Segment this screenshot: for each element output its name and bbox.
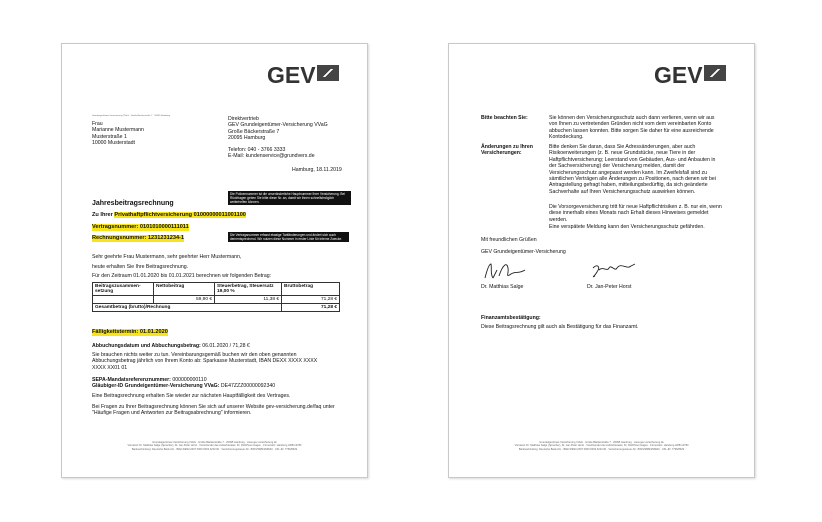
debit-section: Abbuchungsdatum und Abbuchungsbetrag: 06.01.2020 / 71,28 € xyxy=(92,343,250,349)
gev-logo: GEV xyxy=(654,62,726,89)
sepa-line: SEPA-Mandatsreferenznummer: 000000000110 xyxy=(92,377,207,383)
table-header-row: Beitragszusammen-setzung Nettobeitrag Steuerbetrag, Steuersatz 19,00 % Bruttobetrag xyxy=(93,283,340,296)
signature-salge xyxy=(481,260,529,282)
closing: Mit freundlichen Grüßen xyxy=(481,237,537,243)
recipient-address: Frau Marianne Mustermann Musterstraße 1 10000 Musterstadt xyxy=(92,121,144,147)
signer-2: Dr. Jan-Peter Horst xyxy=(587,284,632,290)
questions-text: Bei Fragen zu Ihrer Beitragsrechnung können Sie sich auf unserer Website gev-versicherung.de/faq unter "Häufige Fragen und Antworten zur Beitragsabrechnung" informieren. xyxy=(92,404,335,417)
signature-stroke xyxy=(485,264,525,278)
tax-text: Diese Beitragsrechnung gilt auch als Bestätigung für das Finanzamt. xyxy=(481,324,639,330)
period-text: Für den Zeitraum 01.01.2020 bis 01.01.2021 berechnen wir folgenden Betrag: xyxy=(92,273,272,279)
policy-line: Zu Ihrer Privathaftpflichtversicherung 01000000011001100 xyxy=(92,212,246,218)
due-date: Fälligkeitstermin: 01.01.2020 xyxy=(92,329,168,335)
changes-label: Änderungen zu Ihren Versicherungen: xyxy=(481,144,533,157)
table-total-row: Gesamtbetrag (brutto)/Rechnung 71,28 € xyxy=(93,304,340,312)
signer-1: Dr. Matthias Salge xyxy=(481,284,524,290)
footer: Grundeigentümer-Versicherung VVaG · Große Bäckerstraße 7 · 20095 Hamburg · www.gev-versicherung.de Vorstand: Dr. Matthias Salge (Sprecher), Dr. Jan-Peter Horst · Vorsitzender des Aufsichtsrates: Dr. Rolf-Peter Hagen · Firmensitz: Hamburg HRB 12783 Bankverbindung: Deutsche Bank AG · IBAN DE93 2007 0000 0033 4233 00 · Versicherungssteuer-Nr.: 806/V90804/99943 · USt.-ID: 7766/8329 xyxy=(514,441,689,451)
sender-line: Grundeigentümer-Versicherung VVaG · Große Bäckerstraße 7 · 20095 Hamburg xyxy=(92,115,171,117)
notice-label: Bitte beachten Sie: xyxy=(481,115,528,121)
next-invoice-text: Eine Beitragsrechnung erhalten Sie wieder zur nächsten Hauptfälligkeit des Vertrages. xyxy=(92,393,291,399)
letter-date: Hamburg, 18.11.2019 xyxy=(292,167,342,173)
footer: Grundeigentümer-Versicherung VVaG · Große Bäckerstraße 7 · 20095 Hamburg · www.gev-versicherung.de Vorstand: Dr. Matthias Salge (Sprecher), Dr. Jan-Peter Horst · Vorsitzender des Aufsichtsrates: Dr. Rolf-Peter Hagen · Firmensitz: Hamburg HRB 12783 Bankverbindung: Deutsche Bank AG · IBAN DE93 2007 0000 0033 4233 00 · Versicherungssteuer-Nr.: 806/V90804/99943 · USt.-ID: 7766/8329 xyxy=(127,441,302,451)
late-notice-text: Eine verspätete Meldung kann den Versicherungsschutz gefährden. xyxy=(549,224,705,230)
amount-table xyxy=(92,282,340,312)
page-title: Jahresbeitragsrechnung xyxy=(92,200,174,207)
closing-company: GEV Grundeigentümer-Versicherung xyxy=(481,249,566,255)
contract-number: Vertragsnummer: 0101010000111011 xyxy=(92,224,189,230)
signature-horst xyxy=(587,260,639,282)
changes-text: Bitte denken Sie daran, dass Sie Adressänderungen, aber auch Risikoerweiterungen (z. B. neue Grundstücke, neue Tiere in der Haftpflichtversicherung; Leerstand von Gebäuden, Aus- und Anbauten in der Sachversicherung) der Versicherung melden, damit der Versicherungsschutz angepasst werden kann. Im Zweifelsfall sind zu sämtlichen Verträgen alle Änderungen zu Positionen, nach denen wir bei Antragstellung gefragt haben, mitteilungsbedürftig, da sich geänderte Sachverhalte auf Ihren Versicherungsschutz auswirken können. xyxy=(549,144,716,195)
contact-block: Direktvertrieb GEV Grundeigentümer-Versicherung VVaG Große Bäckerstraße 7 20095 Hamburg Telefon: 040 - 3766 3333 E-Mail: kundenservice@grundvers.de xyxy=(228,116,328,160)
intro-text: heute erhalten Sie Ihre Beitragsrechnung. xyxy=(92,264,189,270)
tax-title: Finanzamtsbestätigung: xyxy=(481,315,541,321)
policy-note: Die Policennummer ist die unveränderliche Hauptnummer Ihrer Versicherung. Bei Rückfragen geben Sie bitte diese Nr. an, damit wir Ihnen schnellstmöglich weiterhelfen können. xyxy=(228,191,351,205)
logo-arrow-icon xyxy=(317,65,339,81)
creditor-line: Gläubiger-ID Grundeigentümer-Versicherung VVaG: DE47ZZZ00000092340 xyxy=(92,383,276,389)
table-row: 59,90 € 11,38 € 71,28 € xyxy=(93,296,340,304)
debit-text: Sie brauchen nichts weiter zu tun. Vereinbarungsgemäß buchen wir den oben genannten Abbuchungsbetrag jährlich von Ihrem Konto ab: Sparkasse Musterstadt, IBAN DEXX XXXX XXXX XXXX XX01 01 xyxy=(92,352,318,371)
policy-number: Privathaftpflichtversicherung 01000000011001100 xyxy=(114,212,246,218)
greeting: Sehr geehrte Frau Mustermann, sehr geehrter Herr Mustermann, xyxy=(92,254,242,260)
contract-note: Die Vertragsnummer erfasst etwaige Tarifänderungen und ändert sich auch dementsprechend. Wir nutzen diese Nummer in erster Linie für interne Zwecke. xyxy=(228,232,349,242)
notice-text: Sie können den Versicherungsschutz auch dann verlieren, wenn wir aus von Ihnen zu vertretenden Gründen nicht vom dem vereinbarten Konto abbuchen lassen konnten. Bitte sorgen Sie daher für eine ausreichende Kontodeckung. xyxy=(549,115,715,141)
logo-arrow-icon xyxy=(704,65,726,81)
prevention-text: Die Vorsorgeversicherung tritt für neue Haftpflichtrisiken z. B. nur ein, wenn diese innerhalb eines Monats nach Erhalt dieses Hinweises gemeldet werden. xyxy=(549,204,722,223)
gev-logo: GEV xyxy=(267,62,339,89)
signature-stroke xyxy=(593,264,635,277)
invoice-page-2 xyxy=(448,43,755,478)
invoice-number: Rechnungsnummer: 1231231234-1 xyxy=(92,235,185,241)
invoice-page-1 xyxy=(61,43,368,478)
